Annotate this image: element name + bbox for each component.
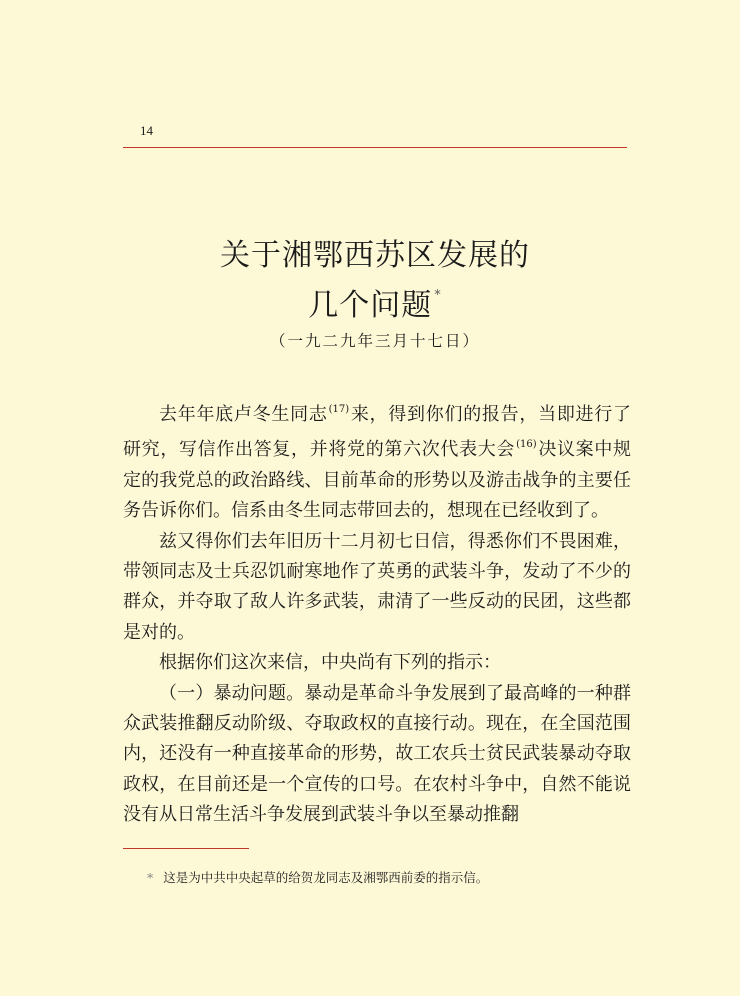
document-date: （一九二九年三月十七日） [269,332,480,350]
footnote [147,868,617,886]
paragraph-2: 兹又得你们去年旧历十二月初七日信，得悉你们不畏困难，带领同志及士兵忍饥耐寒地作了英勇的武装斗争，发动了不少的群众，并夺取了敌人许多武装，肃清了一些反动的民团，这些都是对的。 [123,530,631,643]
paragraph-3: 根据你们这次来信，中央尚有下列的指示： [159,652,501,674]
paragraph-1-part-a: 去年年底卢冬生同志 [159,404,328,425]
title-line-2 [123,276,627,326]
page-number: 14 [140,123,153,138]
page-title [123,236,627,326]
body-text [123,395,631,831]
note-ref-17: (17) [328,404,350,415]
paragraph-4: （一）暴动问题。暴动是革命斗争发展到了最高峰的一种群众武装推翻反动阶级、夺取政权的直接行动。现在，在全国范围内，还没有一种直接革命的形势，故工农兵士贫民武装暴动夺取政权，在目前还是一个宣传的口号。在农村斗争中，自然不能说没有从日常生活斗争发展到武装斗争以至暴动推翻 [123,682,631,826]
paragraph-1 [123,395,631,527]
title-line-2-text: 几个问题 [308,288,433,323]
paragraph-1-part-c: 决议案中规定的我党总的政治路线、目前革命的形势以及游击战争的主要任务告诉你们。信系由冬生同志带回去的，想现在已经收到了。 [123,439,631,522]
footnote-marker: * [147,870,154,885]
note-ref-16: (16) [516,439,537,451]
title-footnote-marker: * [434,288,442,303]
footnote-text: 这是为中共中央起草的给贺龙同志及湘鄂西前委的指示信。 [163,870,489,885]
paragraph-1-part-b: 来，得到你们的报告，当即进行了研究，写信作出答复，并将党的第六次代表大会 [123,404,632,461]
header-divider [123,147,627,148]
title-line-1: 关于湘鄂西苏区发展的 [220,238,530,273]
footnote-divider [123,848,249,849]
